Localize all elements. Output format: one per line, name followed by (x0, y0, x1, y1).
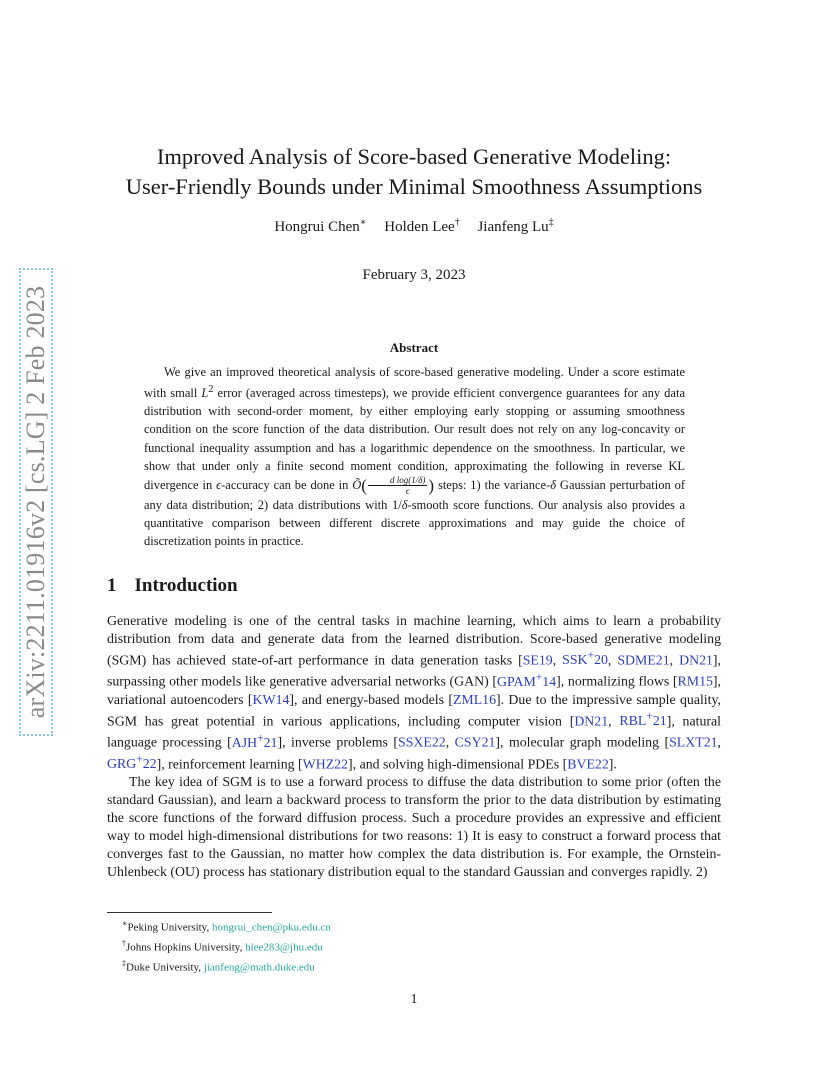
intro-paragraph-2: The key idea of SGM is to use a forward process to diffuse the data distribution to some prior (often the standard Gaussian), and learn a backward process to transform the prior to the data distribution by estimating the score functions of the forward diffusion process. Such a procedure provides an expressive and efficient way to model high-dimensional distributions for two reasons: 1) It is easy to construct a forward process that converges fast to the Gaussian, no matter how complex the data distribution is. For example, the Ornstein-Uhlenbeck (OU) process has stationary distribution equal to the standard Gaussian and converges rapidly. 2) (107, 774, 721, 879)
citation-link[interactable]: DN21 (679, 652, 713, 668)
paper-date: February 3, 2023 (362, 267, 466, 283)
footnotes (107, 916, 331, 976)
abstract-heading: Abstract (389, 340, 439, 355)
abstract-body (144, 363, 685, 550)
citation-link[interactable]: DN21 (574, 713, 609, 729)
citation-link[interactable]: SSXE22 (398, 734, 446, 750)
arxiv-identifier-text: arXiv:2211.01916v2 [cs.LG] 2 Feb 2023 (21, 285, 50, 719)
citation-link[interactable]: SE19 (522, 652, 553, 668)
page-number: 1 (410, 992, 418, 1007)
author: Hongrui Chen∗ (274, 217, 367, 235)
introduction-body (107, 612, 721, 881)
author: Holden Lee† (384, 217, 460, 235)
footnote: †Johns Hopkins University, hlee283@jhu.edu (122, 939, 323, 954)
author: Jianfeng Lu‡ (477, 217, 554, 235)
citation-link[interactable]: SSK+20 (562, 649, 608, 668)
citation-link[interactable]: SLXT21 (669, 734, 718, 750)
footnote: ‡Duke University, jianfeng@math.duke.edu (122, 959, 315, 974)
abstract-paragraph: We give an improved theoretical analysis of score-based generative modeling. Under a score estimate with small $L^2$ error (averaged across timesteps), we provide efficient convergence guarantees for any data distribution with second-order moment, by either employing early stopping or assuming smoothness condition on the score function of the data distribution. Our result does not rely on any log-concavity or functional inequality assumption and has a logarithmic dependence on the smoothness. In particular, we show that under only a finite second moment condition, approximating the following in reverse KL divergence in ϵ-accuracy can be done in Õ( $\frac{\text{d log(1/δ)}}{\epsilon}$ ) steps: 1) the variance-δ Gaussian perturbation of any data distribution; 2) data distributions with 1/δ-smooth score functions. Our analysis also provides a quantitative comparison between different discrete approximations and may guide the choice of discretization points in practice. (144, 365, 686, 548)
footnote: ∗Peking University, hongrui_chen@pku.edu.cn (122, 919, 331, 934)
paper-title (60, 142, 768, 202)
email-link[interactable]: jianfeng@math.duke.edu (203, 961, 315, 974)
arxiv-identifier-stamp (19, 268, 53, 736)
title-line-2: User-Friendly Bounds under Minimal Smoothness Assumptions (125, 174, 703, 199)
footnote-divider (107, 912, 272, 913)
author-list (60, 217, 768, 236)
citation-link[interactable]: GRG+22 (107, 753, 157, 772)
citation-link[interactable]: ZML16 (452, 691, 497, 707)
citation-link[interactable]: GPAM+14 (497, 671, 557, 689)
title-line-1: Improved Analysis of Score-based Generative Modeling: (156, 144, 672, 169)
intro-paragraph-1: Generative modeling is one of the central tasks in machine learning, which aims to learn a probability distribution from data and generate data from the learned distribution. Score-based generative modeling (SGM) has achieved state-of-art performance in data generation tasks [SE19, SSK+20, SDME21, DN21], surpassing other models like generative adversarial networks (GAN) [GPAM+14], normalizing flows [RM15], variational autoencoders [KW14], and energy-based models [ZML16]. Due to the impressive sample quality, SGM has great potential in various applications, including computer vision [DN21, RBL+21], natural language processing [AJH+21], inverse problems [SSXE22, CSY21], molecular graph modeling [SLXT21, GRG+22], reinforcement learning [WHZ22], and solving high-dimensional PDEs [BVE22]. (107, 613, 722, 772)
complexity-fraction: $\frac{\text{d log(1/δ)}}{\epsilon}$ (368, 475, 427, 496)
email-link[interactable]: hongrui_chen@pku.edu.cn (211, 921, 331, 934)
citation-link[interactable]: SDME21 (617, 652, 670, 668)
citation-link[interactable]: AJH+21 (231, 732, 278, 750)
citation-link[interactable]: WHZ22 (302, 756, 349, 772)
section-heading-introduction: 1 Introduction (107, 575, 238, 596)
citation-link[interactable]: KW14 (252, 691, 290, 707)
citation-link[interactable]: CSY21 (454, 734, 496, 750)
citation-link[interactable]: RM15 (677, 673, 713, 689)
citation-link[interactable]: RBL+21 (619, 710, 667, 729)
email-link[interactable]: hlee283@jhu.edu (245, 941, 323, 954)
citation-link[interactable]: BVE22 (567, 756, 609, 772)
